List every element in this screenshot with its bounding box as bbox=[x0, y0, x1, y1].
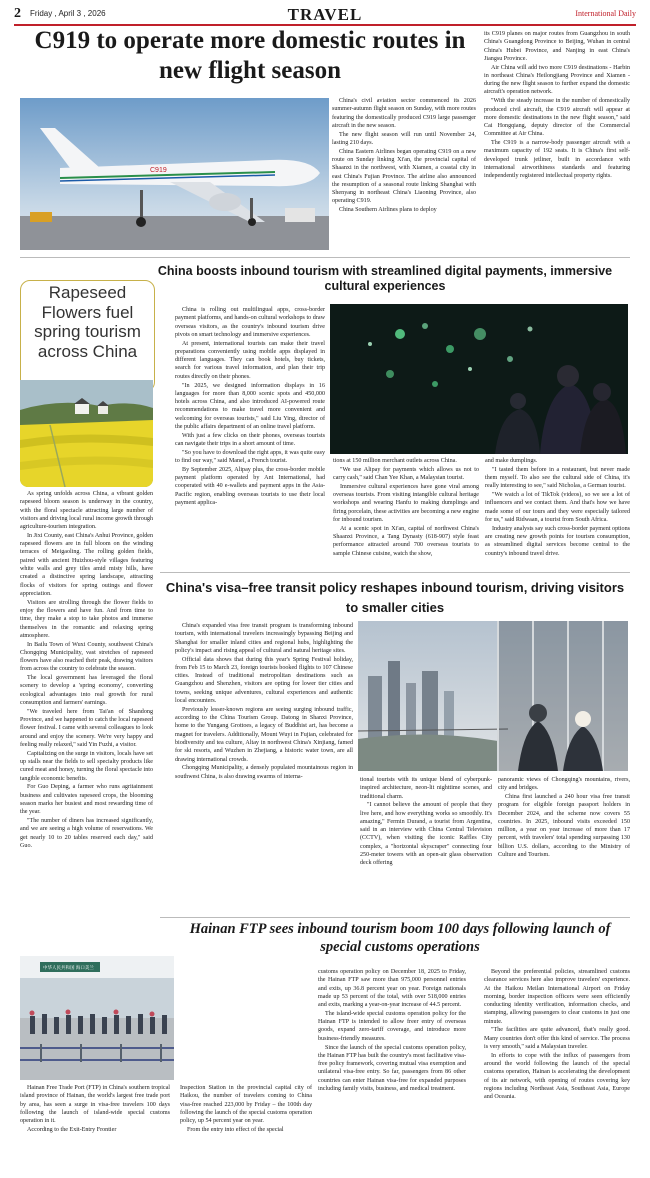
divider bbox=[20, 257, 630, 258]
aircraft-livery-text: C919 bbox=[150, 167, 167, 174]
publication-name: International Daily bbox=[575, 9, 636, 18]
section-title: TRAVEL bbox=[287, 5, 363, 24]
page-number: 2 bbox=[14, 6, 21, 21]
article2-headline: China boosts inbound tourism with streamlined digital payments, immersive cultural experiences bbox=[157, 264, 613, 293]
page-header bbox=[14, 6, 636, 26]
article4-column-4: Beyond the preferential policies, streamlined customs clearance services here also improve travelers' experience. At the Haikou Meilan International Airport on Friday morning, border inspection officers were seen efficiently conducting identity verification, information checks, and stamping, allowing passengers to clear customs in just one minute. "The facilities are quite advanced, that's really good. Many countries don't offer this kind of service. The process is very smooth," said a Malaysian traveler. In efforts to cope with the influx of passengers from around the world following the launch of the special customs operation, Hainan is accelerating the development of its air network, with opening of routes covering key regions including Northeast Asia, Southeast Asia, Europe and Oceania. bbox=[484, 969, 630, 1101]
article4-headline: Hainan FTP sees inbound tourism boom 100 days following launch of special customs operations bbox=[189, 921, 611, 956]
divider bbox=[160, 917, 630, 918]
airport-customs-hall-photo bbox=[20, 956, 174, 1080]
sidebar-body: As spring unfolds across China, a vibrant golden rapeseed bloom season is underway in the country, with the floral spectacle attracting large number of visitors and driving local rural income growth through agriculture-tourism integration. In Jixi County, east China's Anhui Province, golden rapeseed flowers are in full bloom on the winding terraces of Meigaoling. The rolling golden fields, paired with ancient Huizhou-style villages featuring white walls and grey tiles amid misty hills, have created a distinctive spring landscape, attracting flocks of visitors for spring outings and flower appreciation. Visitors are strolling through the flower fields to enjoy the flowers and have fun. And from time to time, they make a stop to take photos and immerse themselves in the romantic and relaxing spring atmosphere. In Bailu Town of Wuxi County, southwest China's Chongqing Municipality, vast stretches of rapeseed flowers have also reached their peak, drawing visitors from across the country to celebrate the season. The local government has leveraged the floral scenery to develop a 'spring economy', converting ecological advantages into real growth for rural consumption and farmers' earnings. "We traveled here from Tai'an of Shandong Province, and we happened to catch the local rapeseed flower festival. I came with several colleagues to look around and enjoy the scenery. We're very happy and feeling really relaxed," said Yin Fuzhi, a visitor. Capitalizing on the surge in visitors, locals have set up stalls near the fields to sell specialty products like cured meat and honey, turning the floral spectacle into tangible economic benefits. For Guo Deping, a farmer who runs agritainment business and cultivates rapeseed crops, the blooming season marks her busiest and most rewarding time of the year. "The number of diners has increased significantly, and we are seeing a high volume of reservations. We get nearly 10 to 20 tables reserved each day," said Guo. bbox=[20, 491, 153, 849]
c919-aircraft-photo bbox=[20, 98, 329, 250]
article3-column-3: panoramic views of Chongqing's mountains, rivers, city and bridges. China first launched a 240 hour visa free transit program for eligible foreign passport holders in December 2024, and the scheme now covers 55 countries. In 2025, inbound visits exceeded 150 million, a year on year increase of more than 17 percent, with travelers' total spending surpassing 130 billion U.S. dollars, according to the Ministry of Culture and Tourism. bbox=[498, 777, 630, 859]
article4-column-3: customs operation policy on December 18, 2025 to Friday, the Hainan FTP saw more than 975,000 personnel entries and exits, up 36.8 percent year on year. Foreign nationals made up 53 percent of the total, with over 518,000 entries and exits, marking a year-on-year increase of 44.5 percent. The island-wide special customs operation policy for the Hainan FTP is intended to allow freer entry of overseas goods, expand zero-tariff coverage, and introduce more business-friendly measures. Since the launch of the special customs operation policy, the Hainan FTP has built the country's most facilitative visa-free policy framework, covering mutual visa exemption and unilateral visa-free entry. So far, passengers from 86 other countries can enter Hainan visa-free for expanded purposes including family visits, business, and medical treatment. bbox=[318, 969, 466, 1092]
rapeseed-field-photo bbox=[20, 380, 153, 487]
article4-column-2: Inspection Station in the provincial capital city of Haikou, the number of travelers coming to China visa-free reached 223,000 by Friday – the 100th day following the launch of the special customs operation policy, up 54 percent year on year. From the entry into effect of the special bbox=[180, 1085, 312, 1133]
cultural-performance-photo bbox=[330, 304, 628, 454]
article2-column-3: and make dumplings. "I tasted them before in a restaurant, but never made them myself. To also see the cultural side of China, it's really interesting to see," said Nicholas, a German tourist. "We watch a lot of TikTok (videos), so we see a lot of influencers and we contact them. And that's how we have made some of our tours and they were especially tailored for us," said Ridwaan, a tourist from South Africa. Industry analysts say such cross-border payment options are creating new growth points for tourism consumption, as streamlined digital services become central to the country's inbound travel drive. bbox=[485, 458, 630, 557]
article3-headline: China's visa–free transit policy reshapes inbound tourism, driving visitors to smaller cities bbox=[165, 580, 625, 616]
chongqing-observation-deck-photo bbox=[358, 621, 628, 771]
airport-sign-text: 中华人民共和国 海口美兰 bbox=[43, 966, 94, 971]
article2-column-1: China is rolling out multilingual apps, cross-border payment platforms, and hands-on cultural workshops to draw overseas visitors, as the country's inbound tourism drive pivots on smart technology and immersive experiences. At present, international tourists can make their travel preparations conveniently using mobile apps displayed in different languages. They can book hotels, buy tickets, search for various travel information, and plan their trip routes directly on their phones. "In 2025, we designed information displays in 16 languages for more than 8,000 scenic spots and 450,000 hotels across China, and also introduced AI-powered route recommendations to make travel more convenient and welcoming for overseas tourists," said Liu Ying, director of the public affairs department of an online travel platform. With just a few clicks on their phones, overseas tourists can navigate their trips in a short amount of time. "So you have to download the right apps, it was quite easy to find our way," said Manel, a French tourist. By September 2025, Alipay plus, the cross-border mobile payment platform operated by Ant International, had cooperated with 40 e-wallets and payment apps in the Asia-Pacific region, enabling overseas tourists to use their local payment applica- bbox=[175, 307, 325, 506]
article1-column-1: China's civil aviation sector commenced its 2026 summer-autumn flight season on Sunday, with more routes featuring the domestically produced C919 large passenger aircraft in the new season. The new flight season will run until November 24, lasting 210 days. China Eastern Airlines began operating C919 on a new route on Sunday linking Xi'an, the provincial capital of Shaanxi in the northwest, with Xiamen, a coastal city in east China's Fujian Province. The airline also announced the resumption of a seasonal route linking Shanghai with Shenyang in northeast China's Liaoning Province, also operating C919. China Southern Airlines plans to deploy bbox=[332, 98, 476, 214]
article3-column-2: tional tourists with its unique blend of cyberpunk-inspired architecture, neon-lit nighttime scenes, and traditional charm. "I cannot believe the amount of people that they live here, and how everything works so smoothly. It's amazing," Fermin Durand, a tourist from Argentina, said in an interview with China Central Television (CCTV), when visiting the iconic Raffles City complex, a "horizontal skyscraper" connecting four 250-meter towers with an open-air glass observation deck offering bbox=[360, 777, 492, 867]
article1-headline: C919 to operate more domestic routes in new flight season bbox=[34, 27, 466, 84]
article1-column-2: its C919 planes on major routes from Guangzhou in south China's Guangdong Province to Beijing, Wuhan in central China's Hubei Province, and Nanjing in east China's Jiangsu Province. Air China will add two more C919 destinations - Harbin in northeast China's Heilongjiang Province and Xiamen - during the new flight season to further expand the domestic aircraft's operation network. "With the steady increase in the number of domestically produced civil aircraft, the C919 aircraft will appear at more domestic destinations in the new flight season," said Cai Hongqiang, deputy director of the Commercial Committee at Air China. The C919 is a narrow-body passenger aircraft with a maximum capacity of 192 seats. It is China's first self-developed trunk jetliner, built in accordance with international airworthiness standards and featuring independently registered intellectual property rights. bbox=[484, 31, 630, 180]
article2-column-2: tions at 150 million merchant outlets across China. "We use Alipay for payments which allows us not to carry cash," said Chan Yee Khan, a Malaysian tourist. Immersive cultural experiences have gone viral among overseas tourists. From visiting intangible cultural heritage workshops and wearing Hanfu to making dumplings and firing porcelain, these activities are becoming a new engine for inbound tourism. At a scenic spot in Xi'an, capital of northwest China's Shaanxi Province, a Tang Dynasty (618-907) style feast performance attracted around 700 overseas tourists to sample Chinese cuisine, watch the show, bbox=[333, 458, 479, 557]
sidebar-headline: Rapeseed Flowers fuel spring tourism across China bbox=[34, 283, 141, 362]
article3-column-1: China's expanded visa free transit program is transforming inbound tourism, with international travelers increasingly bypassing Beijing and Shanghai for smaller inland cities and regional hubs, highlighting the policy's impact and rising appeal of cultural and natural heritage sites. Official data shows that during this year's Spring Festival holiday, from Feb 15 to March 23, foreign tourists booked flights to 107 Chinese cities. Instead of traditional metropolitan destinations such as Guangzhou and Shenzhen, visitors are opting for lower tier cities and towns, seeking unique adventures, cultural experiences and authentic local encounters. Previously lesser-known regions are seeing surging inbound traffic, according to the China Tourism Group. Datong in Shanxi Province, home to the Yungang Grottoes, a legacy of Buddhist art, has become a magnet for travelers. Additionally, Mount Wuyi in Fujian, celebrated for biodiversity and tea culture, Altay in northwest China's Xinjiang, famed for ski resorts, and Wuzhen in Zhejiang, a historic water town, are all drawing international crowds. Chongqing Municipality, a densely populated mountainous region in southwest China, is also drawing swarms of interna- bbox=[175, 623, 353, 780]
divider bbox=[160, 572, 630, 573]
issue-date: Friday , April 3 , 2026 bbox=[30, 9, 106, 18]
article4-column-1: Hainan Free Trade Port (FTP) in China's southern tropical island province of Hainan, the world's largest free trade port by area, has seen a surge in visa-free travelers 100 days following the launch of island-wide special customs operation in it. According to the Exit-Entry Frontier bbox=[20, 1085, 170, 1133]
